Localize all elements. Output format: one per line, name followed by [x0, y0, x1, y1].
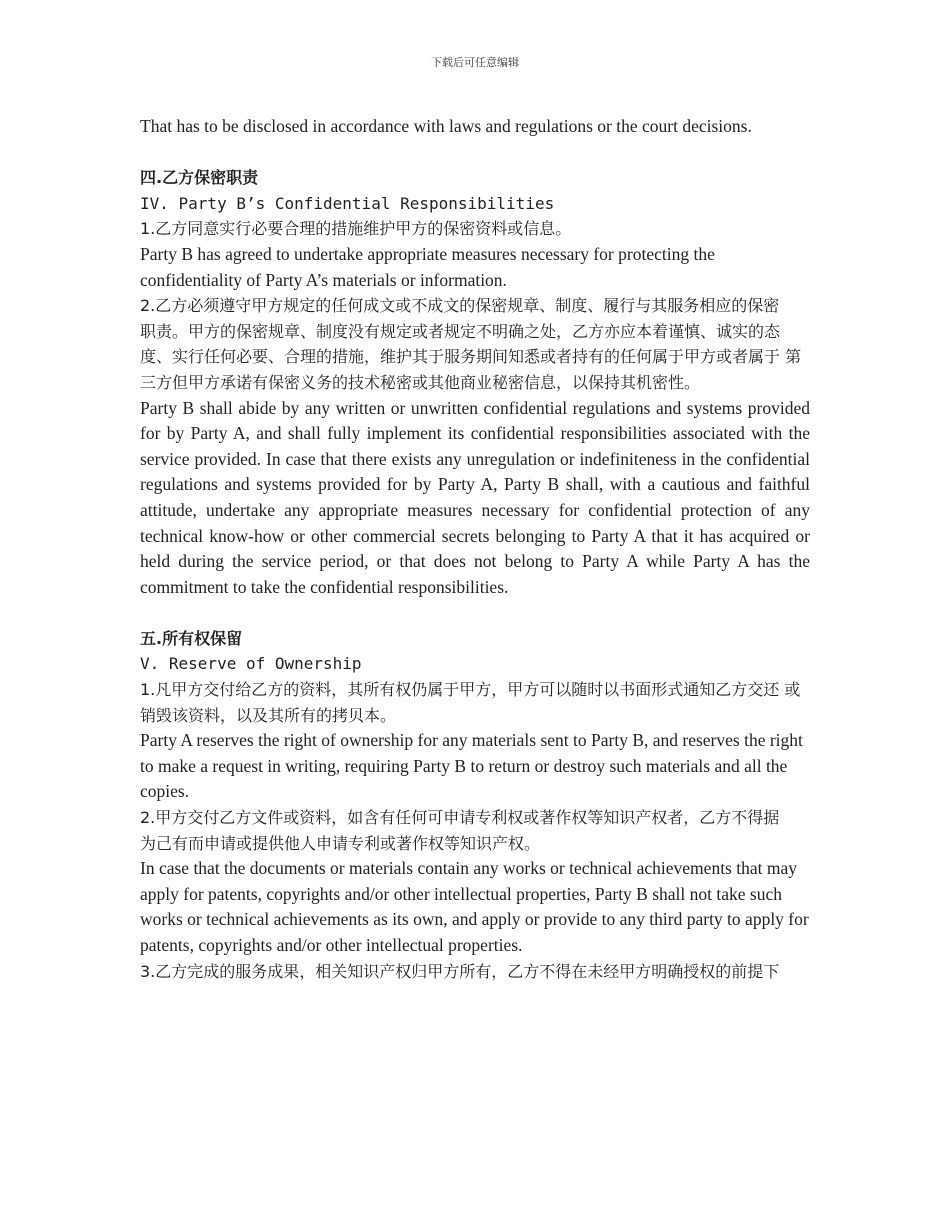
- paragraph-spacer: [140, 600, 810, 626]
- paragraph: That has to be disclosed in accordance with laws and regulations or the court decisions.: [140, 116, 752, 136]
- section-heading-en: V. Reserve of Ownership: [140, 654, 362, 674]
- document-body: [140, 114, 810, 984]
- paragraph-spacer: [140, 140, 810, 166]
- paragraph: 1.乙方同意实行必要合理的措施维护甲方的保密资料或信息。: [140, 219, 572, 239]
- paragraph: 为己有而申请或提供他人申请专利或著作权等知识产权。: [140, 833, 541, 853]
- paragraph: 2.乙方必须遵守甲方规定的任何成文或不成文的保密规章、制度、履行与其服务相应的保密: [140, 296, 780, 316]
- section-heading-cn: 五.所有权保留: [140, 628, 243, 648]
- paragraph: 职责。甲方的保密规章、制度没有规定或者规定不明确之处，乙方亦应本着谨慎、诚实的态 度、实行任何必要、合理的措施，维护其于服务期间知悉或者持有的任何属于甲方或者属于 第三方但甲方承诺有保密义务的技术秘密或其他商业秘密信息，以保持其机密性。: [140, 321, 802, 392]
- paragraph: In case that the documents or materials contain any works or technical achievements that may apply for patents, copyrights and/or other intellectual properties, Party B shall not take such works or technical achievements as its own, and apply or provide to any third party to apply for patents, copyrights and/or other intellectual properties.: [140, 858, 809, 955]
- paragraph: Party A reserves the right of ownership for any materials sent to Party B, and reserves the right to make a request in writing, requiring Party B to return or destroy such materials and all the copies.: [140, 730, 803, 802]
- paragraph: 1.凡甲方交付给乙方的资料，其所有权仍属于甲方，甲方可以随时以书面形式通知乙方交还 或销毁该资料，以及其所有的拷贝本。: [140, 680, 801, 725]
- paragraph: Party B shall abide by any written or unwritten confidential regulations and systems provided for by Party A, and shall fully implement its confidential responsibilities associated with the service provided. In case that there exists any unregulation or indefiniteness in the confidential regulations and systems provided for by Party A, Party B shall, with a cautious and faithful attitude, undertake any appropriate measures necessary for confidential protection of any technical know-how or other commercial secrets belonging to Party A that it has acquired or held during the service period, or that does not belong to Party A while Party A has the commitment to take the confidential responsibilities.: [140, 397, 810, 597]
- paragraph: Party B has agreed to undertake appropriate measures necessary for protecting the confidentiality of Party A’s materials or information.: [140, 243, 715, 290]
- paragraph: 2.甲方交付乙方文件或资料，如含有任何可申请专利权或著作权等知识产权者，乙方不得据: [140, 808, 780, 828]
- section-heading-en: IV. Party B’s Confidential Responsibilities: [140, 193, 555, 213]
- section-heading-cn: 四.乙方保密职责: [140, 168, 259, 188]
- page-header: 下载后可任意编辑: [431, 56, 519, 69]
- paragraph: 3.乙方完成的服务成果，相关知识产权归甲方所有，乙方不得在未经甲方明确授权的前提下: [140, 961, 780, 981]
